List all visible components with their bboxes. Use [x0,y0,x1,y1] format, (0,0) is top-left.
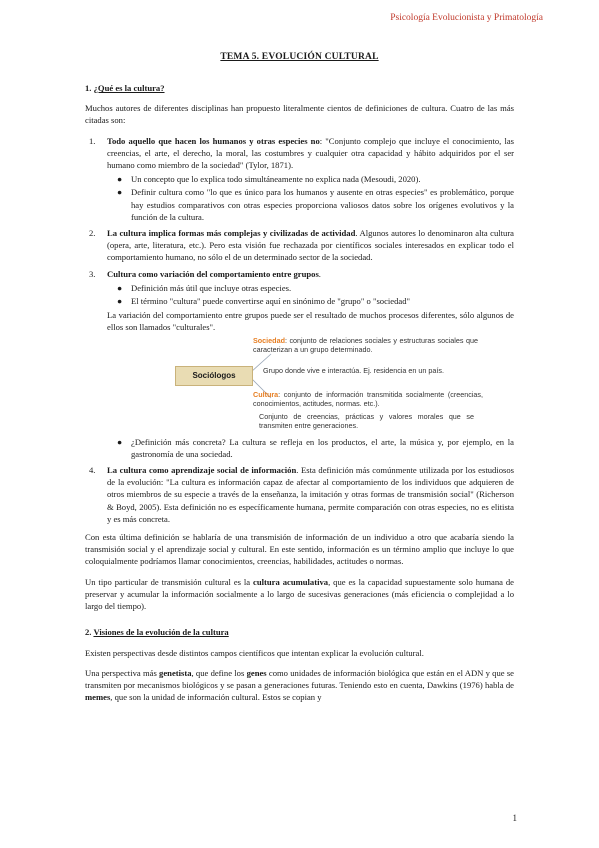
paragraph-information: Con esta última definición se hablaría de una transmisión de información de un individuo a otro que acabaría siendo la transmisión social y el aprendizaje social y cultural. En este sentido, información es un término amplio que incluye lo que coloquialmente podríamos llamar conocimientos, creencias, habilidades, actitudes o normas. [85,532,514,567]
list-item: ● El término "cultura" puede convertirse aquí en sinónimo de "grupo" o "sociedad" [117,296,411,307]
definition-3-bullets [107,282,514,307]
page-title: TEMA 5. EVOLUCIÓN CULTURAL [220,52,379,62]
list-item: ● ¿Definición más concreta? La cultura se refleja en los productos, el arte, la música y, por ejemplo, en la gastronomía de una sociedad. [117,436,514,459]
definition-3-bullets-2 [107,436,514,460]
definition-3: 3. Cultura como variación del comportamiento entre grupos. ● Definición más útil que incluye otras especies. ● El término "cultura" puede convertirse aquí en sinónimo de "grupo" o "sociedad" La variación del comportamiento entre grupos puede ser el resultado de muchos procesos diferentes, sólo algunos de ellos son llamados "culturales". Sociólogos Sociedad: conjunto de relaciones sociales y estructuras sociales que caracterizan a un grupo determinado. Grupo donde vive e interactúa. Ej. residencia en un país. Cultura: conjunto de información transmitida socialmente (creencias, conocimientos, actitudes, normas. etc.). Conjunto de creencias, prácticas y valores morales que se transmiten entre generaciones. ● ¿Definición más concreta? La cultura se refleja en los productos, el arte, la música y, por ejemplo, en la gastronomía de una sociedad. [89,268,514,459]
section-1-intro: Muchos autores de diferentes disciplinas han propuesto literalmente cientos de definiciones de cultura. Cuatro de las más citadas son: [85,103,514,126]
definitions-list [85,135,514,525]
list-item: ● Un concepto que lo explica todo simultáneamente no explica nada (Mesoudi, 2020). [117,174,421,185]
section-1-heading: 1. ¿Qué es la cultura? [85,83,165,93]
document-body [85,82,514,711]
paragraph-genetics: Una perspectiva más genetista, que define los genes como unidades de información biológica que están en el ADN y que se transmiten por mecanismos biológicos y se pasan a generaciones futuras. Teniendo esto en cuenta, Dawkins (1976) habla de memes, que son la unidad de información cultural. Estos se copian y [85,667,514,703]
definition-1-bullets [107,173,514,223]
definition-4: 4. La cultura como aprendizaje social de información. Esta definición más comúnmente utilizada por los estudiosos de la evolución: "La cultura es información capaz de afectar al comportamiento de los individuos que adquieren de otros miembros de su especie a través de la enseñanza, la imitación y otras formas de transmisión social" (Richerson & Boyd, 2005). Esta definición no es específicamente humana, permite comparación con otras especies, no es elitista y es más concreta. [89,465,514,524]
society-definition: Sociedad: conjunto de relaciones sociales y estructuras sociales que caracterizan a un grupo determinado. [253,335,478,355]
sociologists-box: Sociólogos [175,366,253,386]
beliefs-definition: Conjunto de creencias, prácticas y valores morales que se transmiten entre generaciones. [259,411,474,431]
group-definition: Grupo donde vive e interactúa. Ej. residencia en un país. [263,365,444,375]
definition-1: 1. Todo aquello que hacen los humanos y otras especies no: "Conjunto complejo que incluye el conocimiento, las creencias, el arte, el derecho, la moral, las costumbres y cualquier otra capacidad y hábito adquiridos por el ser humano como miembro de la sociedad" (Tylor, 1871). ● Un concepto que lo explica todo simultáneamente no explica nada (Mesoudi, 2020). ● Definir cultura como "lo que es único para los humanos y ausente en otras especies" es problemático, porque hay estudios comparativos con otras especies proporciona valiosos datos sobre los orígenes evolutivos y la función de la cultura. [89,135,514,222]
paragraph-cumulative-culture: Un tipo particular de transmisión cultural es la cultura acumulativa, que es la capacidad supuestamente solo humana de preservar y acumular la información socialmente a lo largo de sucesivas generaciones (más eficiencia o complejidad a lo largo del tiempo). [85,576,514,612]
section-2-intro: Existen perspectivas desde distintos campos científicos que intentan explicar la evolución cultural. [85,647,424,658]
section-2-heading: 2. Visiones de la evolución de la cultura [85,627,229,638]
running-header: Psicología Evolucionista y Primatología [390,13,543,23]
list-item: ● Definir cultura como "lo que es único para los humanos y ausente en otras especies" es problemático, porque hay estudios comparativos con otras especies proporciona valiosos datos sobre los orígenes evolutivos y la función de la cultura. [117,187,514,222]
definition-3-note: La variación del comportamiento entre grupos puede ser el resultado de muchos procesos diferentes, sólo algunos de ellos son llamados "culturales". [107,310,514,333]
page-number: 1 [512,813,517,823]
list-item: ● Definición más útil que incluye otras especies. [117,282,292,293]
sociologists-diagram [107,336,514,432]
culture-definition: Cultura: conjunto de información transmitida socialmente (creencias, conocimientos, actitudes, normas. etc.). [253,389,483,409]
definition-2: 2. La cultura implica formas más complejas y civilizadas de actividad. Algunos autores lo denominaron alta cultura (opera, arte, literatura, etc.). Pero esta visión fue rechazada por científicos sociales interesados en explicar todo el comportamiento humano, no sólo el de un determinado sector de la sociedad. [89,228,514,263]
